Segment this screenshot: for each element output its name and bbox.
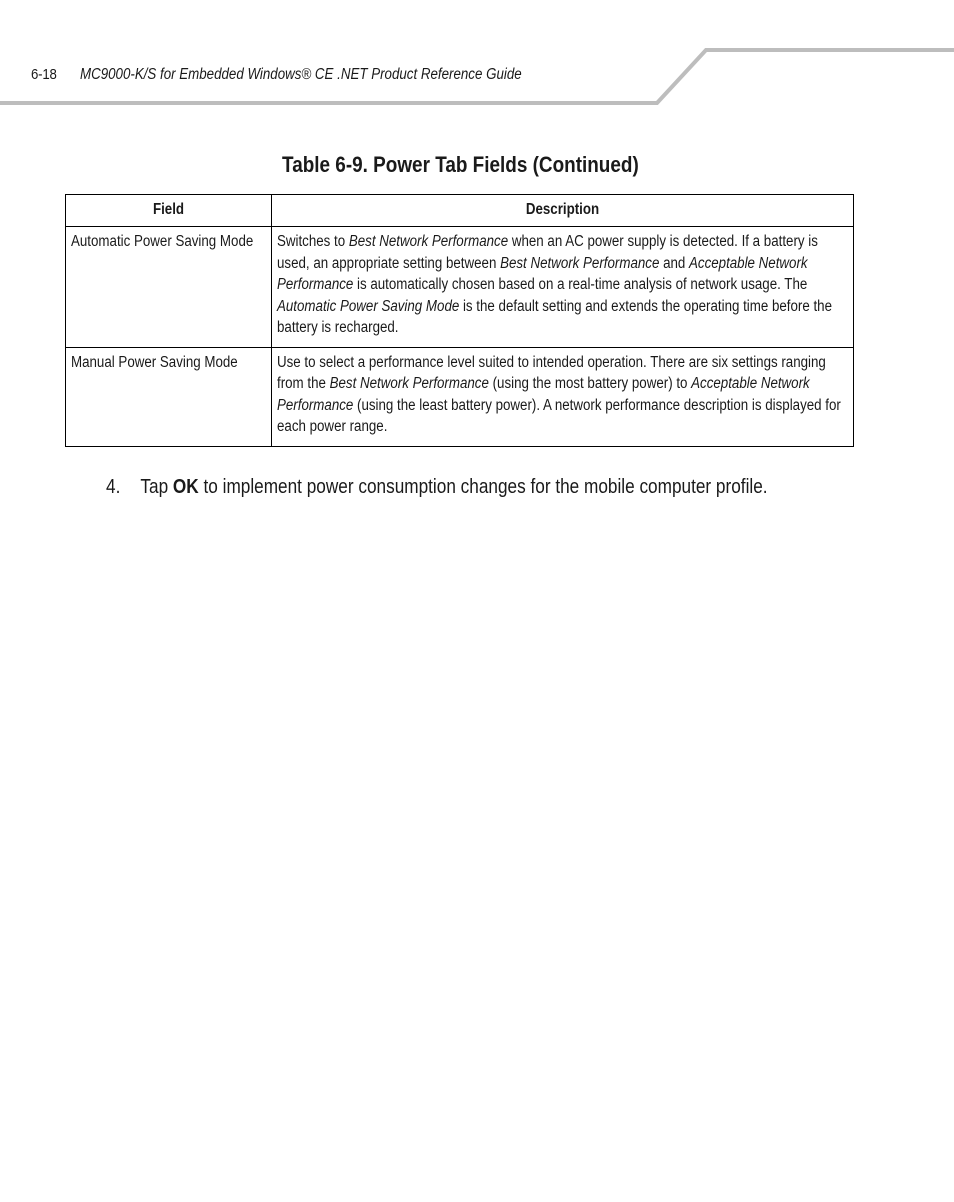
step-ok-label: OK bbox=[172, 476, 199, 498]
description-text: when an AC power supply is detected. If a battery is used, an appropriate setting between bbox=[277, 233, 818, 272]
table-row bbox=[66, 227, 854, 348]
step-text-after: to implement power consumption changes for the mobile computer profile. bbox=[198, 476, 768, 498]
field-name: Manual Power Saving Mode bbox=[71, 353, 238, 371]
description-emphasis: Acceptable Network Performance bbox=[277, 254, 808, 293]
field-name: Automatic Power Saving Mode bbox=[71, 233, 254, 250]
header-rule bbox=[0, 0, 954, 110]
table-caption-text: Table 6-9. Power Tab Fields (Continued) bbox=[281, 152, 639, 177]
description-emphasis: Best Network Performance bbox=[348, 233, 509, 250]
description-emphasis: Best Network Performance bbox=[500, 254, 660, 272]
table-caption bbox=[0, 152, 920, 178]
description-emphasis: Automatic Power Saving Mode bbox=[277, 297, 460, 315]
field-description bbox=[277, 352, 846, 438]
description-text: Switches to bbox=[277, 233, 349, 250]
description-text: and bbox=[659, 254, 690, 272]
column-header-field bbox=[66, 195, 272, 227]
description-emphasis: Best Network Performance bbox=[329, 375, 489, 392]
description-text: (using the most battery power) to bbox=[488, 375, 692, 392]
description-text: is the default setting and extends the operating time before the battery is recharged. bbox=[277, 297, 833, 336]
description-text: (using the least battery power). A network performance description is displayed for each power range. bbox=[277, 396, 841, 435]
guide-title: MC9000-K/S for Embedded Windows® CE .NET Product Reference Guide bbox=[80, 66, 522, 83]
step-number: 4. bbox=[106, 476, 121, 498]
power-tab-fields-table bbox=[65, 194, 854, 447]
description-emphasis: Acceptable Network Performance bbox=[277, 375, 810, 414]
column-header-description bbox=[272, 195, 854, 227]
description-text: is automatically chosen based on a real-time analysis of network usage. The bbox=[353, 276, 808, 293]
table-header-row bbox=[66, 195, 854, 227]
instruction-step bbox=[106, 476, 768, 499]
step-text-before: Tap bbox=[140, 476, 173, 498]
description-text: Use to select a performance level suited to intended operation. There are six settings ranging from the bbox=[277, 353, 826, 392]
table-row bbox=[66, 347, 854, 446]
field-cell bbox=[66, 347, 272, 446]
page-number: 6-18 bbox=[31, 66, 57, 83]
field-description bbox=[277, 231, 846, 339]
column-header-description-text: Description bbox=[525, 201, 600, 218]
field-cell bbox=[66, 227, 272, 348]
description-cell bbox=[272, 227, 854, 348]
description-cell bbox=[272, 347, 854, 446]
column-header-field-text: Field bbox=[152, 201, 185, 218]
